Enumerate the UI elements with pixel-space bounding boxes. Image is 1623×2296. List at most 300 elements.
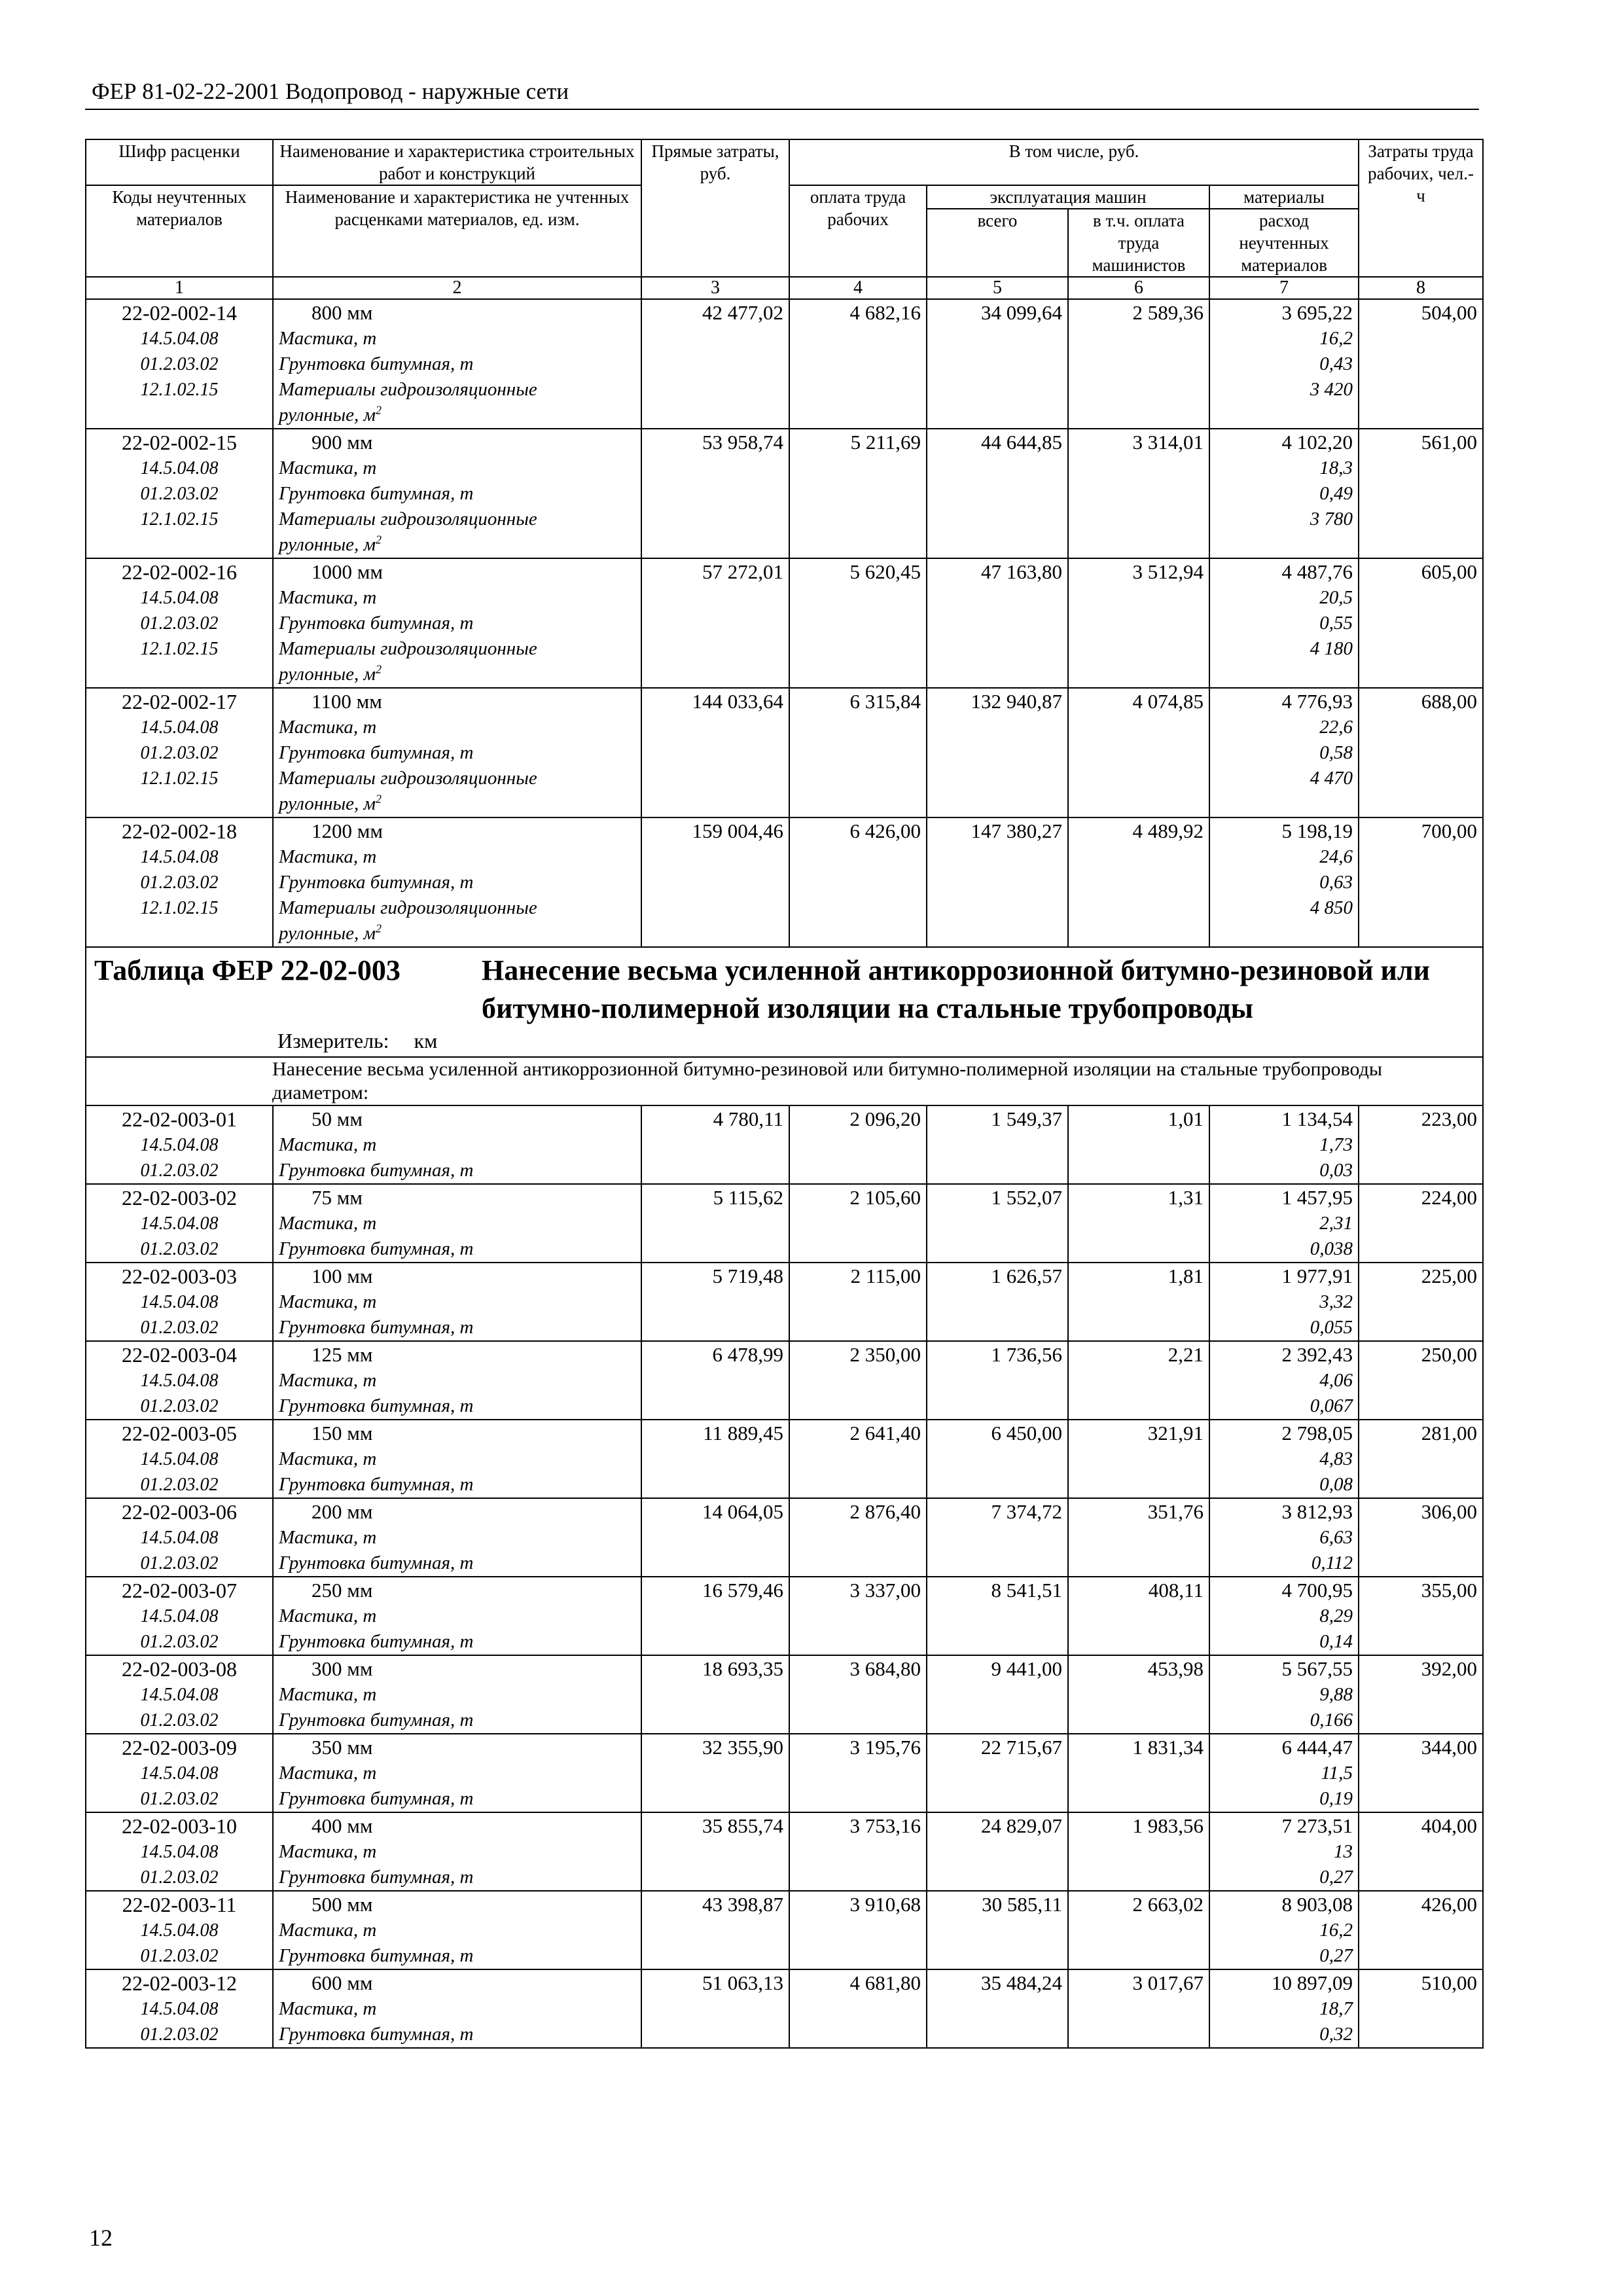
materials-total: 4 102,20 (1281, 431, 1353, 454)
material-code: 14.5.04.08 (140, 1135, 219, 1155)
material-code: 14.5.04.08 (140, 1606, 219, 1626)
cell-names (273, 429, 641, 558)
material-quantity: 16,2 (1319, 1920, 1353, 1941)
material-name-cont (279, 791, 635, 817)
material-quantity: 8,29 (1319, 1605, 1353, 1626)
cell-machinist-pay: 3 512,94 (1068, 558, 1209, 688)
pipe-diameter: 200 мм (312, 1500, 373, 1523)
material-code: 12.1.02.15 (140, 509, 219, 529)
cell-machinist-pay: 351,76 (1068, 1498, 1209, 1577)
material-code: 14.5.04.08 (140, 329, 219, 349)
cell-machines-total: 9 441,00 (927, 1655, 1068, 1734)
material-quantity: 0,27 (1319, 1945, 1353, 1966)
col-code-header: Шифр расценки (86, 139, 273, 185)
cell-direct: 51 063,13 (641, 1969, 789, 2048)
cell-names (273, 1655, 641, 1734)
cell-machines-total: 22 715,67 (927, 1734, 1068, 1812)
material-name: Грунтовка битумная, т (279, 1238, 474, 1259)
material-code: 01.2.03.02 (140, 1553, 219, 1573)
unit-exponent: 2 (376, 922, 382, 935)
col-labor-pay-header: оплата труда рабочих (789, 185, 927, 277)
header-rule (85, 109, 1479, 110)
pipe-diameter: 400 мм (312, 1814, 373, 1837)
material-quantity: 1,73 (1319, 1134, 1353, 1155)
material-quantity: 0,27 (1319, 1867, 1353, 1888)
material-name: Мастика, т (279, 1134, 377, 1155)
material-code: 14.5.04.08 (140, 1213, 219, 1234)
material-name: Грунтовка битумная, т (279, 1867, 474, 1888)
material-quantity: 3,32 (1319, 1291, 1353, 1312)
rate-code: 22-02-003-10 (122, 1814, 237, 1838)
cell-names (273, 1969, 641, 2048)
material-name: Грунтовка битумная, т (279, 1710, 474, 1731)
cell-materials (1209, 429, 1359, 558)
cell-machinist-pay: 4 074,85 (1068, 688, 1209, 817)
col-name-unaccounted-header: Наименование и характеристика не учтенных расценками материалов, ед. изм. (273, 185, 641, 277)
pipe-diameter: 300 мм (312, 1657, 373, 1680)
rate-code: 22-02-003-07 (122, 1579, 237, 1602)
pipe-diameter: 75 мм (312, 1186, 363, 1209)
material-quantity: 0,49 (1319, 483, 1353, 504)
cell-codes (86, 1812, 273, 1891)
col-direct-header: Прямые затраты, руб. (641, 139, 789, 277)
material-quantity: 18,7 (1319, 1998, 1353, 2019)
cell-names (273, 1105, 641, 1184)
rate-code: 22-02-002-14 (122, 301, 237, 325)
col-number: 5 (927, 277, 1068, 299)
page-header: ФЕР 81-02-22-2001 Водопровод - наружные сети (92, 79, 569, 104)
col-name-header: Наименование и характеристика строительных работ и конструкций (273, 139, 641, 185)
table-row (86, 1498, 1483, 1577)
table-row (86, 1420, 1483, 1498)
table-row (86, 558, 1483, 688)
material-name: Материалы гидроизоляционные (279, 897, 537, 918)
col-materials-header: материалы (1209, 185, 1359, 209)
material-code: 01.2.03.02 (140, 1396, 219, 1416)
material-name-cont (279, 921, 635, 946)
cell-labor-hours: 306,00 (1359, 1498, 1483, 1577)
materials-total: 10 897,09 (1272, 1971, 1353, 1994)
materials-total: 3 695,22 (1281, 301, 1353, 324)
material-code: 12.1.02.15 (140, 768, 219, 789)
rate-code: 22-02-003-06 (122, 1500, 237, 1524)
material-quantity: 20,5 (1319, 587, 1353, 608)
material-code: 14.5.04.08 (140, 1292, 219, 1312)
materials-total: 6 444,47 (1281, 1736, 1353, 1759)
cell-direct: 57 272,01 (641, 558, 789, 688)
meter-unit: км (414, 1029, 438, 1052)
rate-code: 22-02-003-09 (122, 1736, 237, 1759)
page-number: 12 (89, 2225, 113, 2251)
material-quantity: 0,038 (1310, 1238, 1353, 1259)
material-name: Мастика, т (279, 1763, 377, 1784)
cell-materials (1209, 299, 1359, 429)
pipe-diameter: 1200 мм (312, 819, 383, 842)
cell-codes (86, 299, 273, 429)
cell-labor-hours: 344,00 (1359, 1734, 1483, 1812)
cell-machines-total: 1 552,07 (927, 1184, 1068, 1263)
cell-direct: 16 579,46 (641, 1577, 789, 1655)
cell-machinist-pay: 1 831,34 (1068, 1734, 1209, 1812)
materials-total: 4 487,76 (1281, 560, 1353, 583)
cell-materials (1209, 1812, 1359, 1891)
materials-total: 3 812,93 (1281, 1500, 1353, 1523)
table-row (86, 817, 1483, 947)
cell-labor-hours: 426,00 (1359, 1891, 1483, 1969)
col-machines-total-header: всего (927, 209, 1068, 277)
material-name: Грунтовка битумная, т (279, 483, 474, 504)
material-name: Мастика, т (279, 1684, 377, 1705)
cell-direct: 11 889,45 (641, 1420, 789, 1498)
material-code: 01.2.03.02 (140, 484, 219, 504)
material-name: Материалы гидроизоляционные (279, 379, 537, 400)
material-code: 01.2.03.02 (140, 872, 219, 893)
cell-names (273, 1812, 641, 1891)
material-quantity: 4 180 (1310, 638, 1353, 659)
col-labor-cost-header: Затраты труда рабочих, чел.-ч (1359, 139, 1483, 277)
cell-names (273, 558, 641, 688)
material-code: 14.5.04.08 (140, 717, 219, 738)
rate-code: 22-02-002-16 (122, 560, 237, 584)
materials-total: 4 700,95 (1281, 1579, 1353, 1602)
material-quantity: 6,63 (1319, 1527, 1353, 1548)
material-quantity: 0,067 (1310, 1395, 1353, 1416)
material-quantity: 13 (1334, 1841, 1353, 1862)
materials-total: 1 134,54 (1281, 1107, 1353, 1130)
materials-total: 7 273,51 (1281, 1814, 1353, 1837)
cell-machinist-pay: 453,98 (1068, 1655, 1209, 1734)
cell-codes (86, 817, 273, 947)
rate-code: 22-02-002-18 (122, 819, 237, 843)
cell-labor-pay: 5 211,69 (789, 429, 927, 558)
material-quantity: 4,06 (1319, 1370, 1353, 1391)
cell-machinist-pay: 2 663,02 (1068, 1891, 1209, 1969)
material-quantity: 0,19 (1319, 1788, 1353, 1809)
material-code: 01.2.03.02 (140, 1239, 219, 1259)
cell-names (273, 299, 641, 429)
material-name-cont (279, 532, 635, 558)
cell-materials (1209, 1577, 1359, 1655)
cell-labor-pay: 2 350,00 (789, 1341, 927, 1420)
pipe-diameter: 100 мм (312, 1265, 373, 1287)
material-name: Грунтовка битумная, т (279, 1552, 474, 1573)
materials-total: 4 776,93 (1281, 690, 1353, 713)
cell-labor-hours: 404,00 (1359, 1812, 1483, 1891)
cell-direct: 53 958,74 (641, 429, 789, 558)
material-quantity: 0,55 (1319, 613, 1353, 634)
cell-direct: 159 004,46 (641, 817, 789, 947)
cell-labor-hours: 281,00 (1359, 1420, 1483, 1498)
cell-labor-pay: 2 115,00 (789, 1263, 927, 1341)
rates-table (85, 139, 1484, 2049)
unit-exponent: 2 (376, 533, 382, 547)
meter-label: Измеритель: (277, 1029, 389, 1052)
table-row (86, 1341, 1483, 1420)
cell-labor-hours: 355,00 (1359, 1577, 1483, 1655)
cell-labor-hours: 224,00 (1359, 1184, 1483, 1263)
pipe-diameter: 800 мм (312, 301, 373, 324)
material-code: 01.2.03.02 (140, 1318, 219, 1338)
cell-machines-total: 1 736,56 (927, 1341, 1068, 1420)
cell-names (273, 1734, 641, 1812)
cell-machines-total: 35 484,24 (927, 1969, 1068, 2048)
material-name: Мастика, т (279, 328, 377, 349)
material-name-cont (279, 662, 635, 687)
cell-names (273, 1184, 641, 1263)
cell-labor-hours: 223,00 (1359, 1105, 1483, 1184)
material-name: Грунтовка битумная, т (279, 1317, 474, 1338)
material-code: 01.2.03.02 (140, 1789, 219, 1809)
rate-code: 22-02-003-12 (122, 1971, 237, 1995)
cell-machinist-pay: 2 589,36 (1068, 299, 1209, 429)
material-unit: рулонные, м (279, 923, 376, 944)
material-code: 01.2.03.02 (140, 1710, 219, 1731)
material-name: Мастика, т (279, 1998, 377, 2019)
cell-labor-hours: 225,00 (1359, 1263, 1483, 1341)
material-code: 14.5.04.08 (140, 1920, 219, 1941)
table-row (86, 1655, 1483, 1734)
material-name: Грунтовка битумная, т (279, 1631, 474, 1652)
cell-machinist-pay: 3 314,01 (1068, 429, 1209, 558)
pipe-diameter: 125 мм (312, 1343, 373, 1366)
cell-labor-pay: 2 641,40 (789, 1420, 927, 1498)
material-name: Мастика, т (279, 717, 377, 738)
material-quantity: 16,2 (1319, 328, 1353, 349)
material-name: Грунтовка битумная, т (279, 613, 474, 634)
rate-code: 22-02-003-05 (122, 1422, 237, 1445)
cell-names (273, 1891, 641, 1969)
material-name: Грунтовка битумная, т (279, 1788, 474, 1809)
cell-codes (86, 558, 273, 688)
material-name: Грунтовка битумная, т (279, 1395, 474, 1416)
cell-machines-total: 1 626,57 (927, 1263, 1068, 1341)
cell-labor-pay: 5 620,45 (789, 558, 927, 688)
cell-direct: 35 855,74 (641, 1812, 789, 1891)
cell-labor-pay: 6 315,84 (789, 688, 927, 817)
material-unit: рулонные, м (279, 793, 376, 814)
cell-codes (86, 1577, 273, 1655)
cell-machines-total: 6 450,00 (927, 1420, 1068, 1498)
pipe-diameter: 500 мм (312, 1893, 373, 1916)
material-quantity: 0,63 (1319, 872, 1353, 893)
materials-total: 5 198,19 (1281, 819, 1353, 842)
cell-machinist-pay: 321,91 (1068, 1420, 1209, 1498)
rate-code: 22-02-003-03 (122, 1265, 237, 1288)
rate-code: 22-02-003-02 (122, 1186, 237, 1210)
unit-exponent: 2 (376, 792, 382, 806)
material-quantity: 0,112 (1311, 1552, 1353, 1573)
material-code: 12.1.02.15 (140, 898, 219, 918)
material-name: Грунтовка битумная, т (279, 1945, 474, 1966)
material-code: 12.1.02.15 (140, 639, 219, 659)
cell-codes (86, 1655, 273, 1734)
cell-machinist-pay: 4 489,92 (1068, 817, 1209, 947)
material-code: 01.2.03.02 (140, 1632, 219, 1652)
material-name: Грунтовка битумная, т (279, 1474, 474, 1495)
material-name-cont (279, 403, 635, 428)
cell-labor-pay: 4 682,16 (789, 299, 927, 429)
cell-names (273, 1341, 641, 1420)
material-quantity: 4,83 (1319, 1448, 1353, 1469)
col-machines-header: эксплуатация машин (927, 185, 1209, 209)
cell-names (273, 1420, 641, 1498)
cell-machinist-pay: 408,11 (1068, 1577, 1209, 1655)
table-row (86, 1105, 1483, 1184)
cell-codes (86, 1969, 273, 2048)
cell-materials (1209, 1498, 1359, 1577)
table-row (86, 1969, 1483, 2048)
material-code: 01.2.03.02 (140, 1160, 219, 1181)
cell-names (273, 1263, 641, 1341)
cell-materials (1209, 1263, 1359, 1341)
material-quantity: 0,166 (1310, 1710, 1353, 1731)
cell-codes (86, 1498, 273, 1577)
material-quantity: 11,5 (1321, 1763, 1353, 1784)
material-name: Мастика, т (279, 1920, 377, 1941)
table-title: Нанесение весьма усиленной антикоррозионной битумно-резиновой или битумно-полимерной изоляции на стальные трубопроводы (482, 954, 1430, 1024)
cell-direct: 18 693,35 (641, 1655, 789, 1734)
material-code: 12.1.02.15 (140, 380, 219, 400)
cell-materials (1209, 558, 1359, 688)
table-row (86, 1812, 1483, 1891)
material-name: Мастика, т (279, 587, 377, 608)
cell-labor-hours: 561,00 (1359, 429, 1483, 558)
material-name: Мастика, т (279, 457, 377, 478)
cell-machinist-pay: 1,01 (1068, 1105, 1209, 1184)
material-code: 14.5.04.08 (140, 1842, 219, 1862)
material-quantity: 0,58 (1319, 742, 1353, 763)
table-row (86, 1891, 1483, 1969)
cell-labor-pay: 2 105,60 (789, 1184, 927, 1263)
cell-labor-pay: 3 684,80 (789, 1655, 927, 1734)
col-incl-header: В том числе, руб. (789, 139, 1359, 185)
table-row (86, 429, 1483, 558)
cell-materials (1209, 1969, 1359, 2048)
rate-code: 22-02-003-04 (122, 1343, 237, 1367)
rate-code: 22-02-003-08 (122, 1657, 237, 1681)
material-name: Грунтовка битумная, т (279, 1160, 474, 1181)
cell-names (273, 1498, 641, 1577)
col-machinist-pay-header: в т.ч. оплата труда машинистов (1068, 209, 1209, 277)
rate-code: 22-02-003-01 (122, 1107, 237, 1131)
pipe-diameter: 1000 мм (312, 560, 383, 583)
cell-names (273, 688, 641, 817)
material-quantity: 3 420 (1310, 379, 1353, 400)
cell-labor-pay: 3 337,00 (789, 1577, 927, 1655)
table-row (86, 299, 1483, 429)
cell-machinist-pay: 2,21 (1068, 1341, 1209, 1420)
table-b-title-block (86, 947, 1483, 1057)
cell-labor-hours: 392,00 (1359, 1655, 1483, 1734)
cell-machines-total: 132 940,87 (927, 688, 1068, 817)
cell-machines-total: 34 099,64 (927, 299, 1068, 429)
cell-labor-pay: 3 753,16 (789, 1812, 927, 1891)
material-code: 01.2.03.02 (140, 354, 219, 374)
cell-machines-total: 47 163,80 (927, 558, 1068, 688)
material-unit: рулонные, м (279, 534, 376, 555)
material-code: 01.2.03.02 (140, 1475, 219, 1495)
material-name: Мастика, т (279, 1605, 377, 1626)
cell-machines-total: 8 541,51 (927, 1577, 1068, 1655)
col-number: 8 (1359, 277, 1483, 299)
meter-line (86, 1028, 1482, 1056)
cell-materials (1209, 1420, 1359, 1498)
col-number: 1 (86, 277, 273, 299)
cell-direct: 43 398,87 (641, 1891, 789, 1969)
cell-labor-hours: 700,00 (1359, 817, 1483, 947)
pipe-diameter: 150 мм (312, 1422, 373, 1444)
cell-direct: 6 478,99 (641, 1341, 789, 1420)
material-quantity: 0,14 (1319, 1631, 1353, 1652)
cell-codes (86, 1734, 273, 1812)
cell-codes (86, 688, 273, 817)
rate-code: 22-02-002-17 (122, 690, 237, 713)
material-quantity: 0,03 (1319, 1160, 1353, 1181)
material-name: Мастика, т (279, 1527, 377, 1548)
table-row (86, 688, 1483, 817)
pipe-diameter: 50 мм (312, 1107, 363, 1130)
material-code: 14.5.04.08 (140, 847, 219, 867)
material-name: Мастика, т (279, 1841, 377, 1862)
cell-materials (1209, 1655, 1359, 1734)
material-name: Грунтовка битумная, т (279, 742, 474, 763)
material-code: 01.2.03.02 (140, 1867, 219, 1888)
pipe-diameter: 900 мм (312, 431, 373, 454)
material-quantity: 24,6 (1319, 846, 1353, 867)
cell-codes (86, 1184, 273, 1263)
material-quantity: 3 780 (1310, 509, 1353, 529)
material-quantity: 0,32 (1319, 2024, 1353, 2045)
cell-labor-hours: 510,00 (1359, 1969, 1483, 2048)
material-quantity: 0,43 (1319, 353, 1353, 374)
cell-labor-pay: 3 195,76 (789, 1734, 927, 1812)
cell-materials (1209, 1341, 1359, 1420)
material-code: 14.5.04.08 (140, 1999, 219, 2019)
cell-names (273, 1577, 641, 1655)
cell-machines-total: 1 549,37 (927, 1105, 1068, 1184)
cell-machines-total: 24 829,07 (927, 1812, 1068, 1891)
material-code: 14.5.04.08 (140, 1371, 219, 1391)
material-unit: рулонные, м (279, 404, 376, 425)
material-name: Грунтовка битумная, т (279, 353, 474, 374)
material-quantity: 2,31 (1319, 1213, 1353, 1234)
cell-machines-total: 30 585,11 (927, 1891, 1068, 1969)
cell-labor-pay: 3 910,68 (789, 1891, 927, 1969)
cell-direct: 144 033,64 (641, 688, 789, 817)
cell-labor-hours: 688,00 (1359, 688, 1483, 817)
cell-machinist-pay: 1 983,56 (1068, 1812, 1209, 1891)
unit-exponent: 2 (376, 403, 382, 417)
cell-labor-hours: 504,00 (1359, 299, 1483, 429)
material-code: 14.5.04.08 (140, 1449, 219, 1469)
material-code: 14.5.04.08 (140, 1528, 219, 1548)
material-code: 01.2.03.02 (140, 2024, 219, 2045)
cell-materials (1209, 688, 1359, 817)
cell-machines-total: 7 374,72 (927, 1498, 1068, 1577)
pipe-diameter: 250 мм (312, 1579, 373, 1602)
cell-direct: 5 719,48 (641, 1263, 789, 1341)
material-name: Мастика, т (279, 1370, 377, 1391)
materials-total: 1 457,95 (1281, 1186, 1353, 1209)
material-quantity: 4 850 (1310, 897, 1353, 918)
table-row (86, 1263, 1483, 1341)
rate-code: 22-02-003-11 (122, 1893, 237, 1916)
cell-codes (86, 1420, 273, 1498)
material-name: Материалы гидроизоляционные (279, 638, 537, 659)
material-name: Мастика, т (279, 1291, 377, 1312)
pipe-diameter: 600 мм (312, 1971, 373, 1994)
column-numbers-row (86, 277, 1483, 299)
